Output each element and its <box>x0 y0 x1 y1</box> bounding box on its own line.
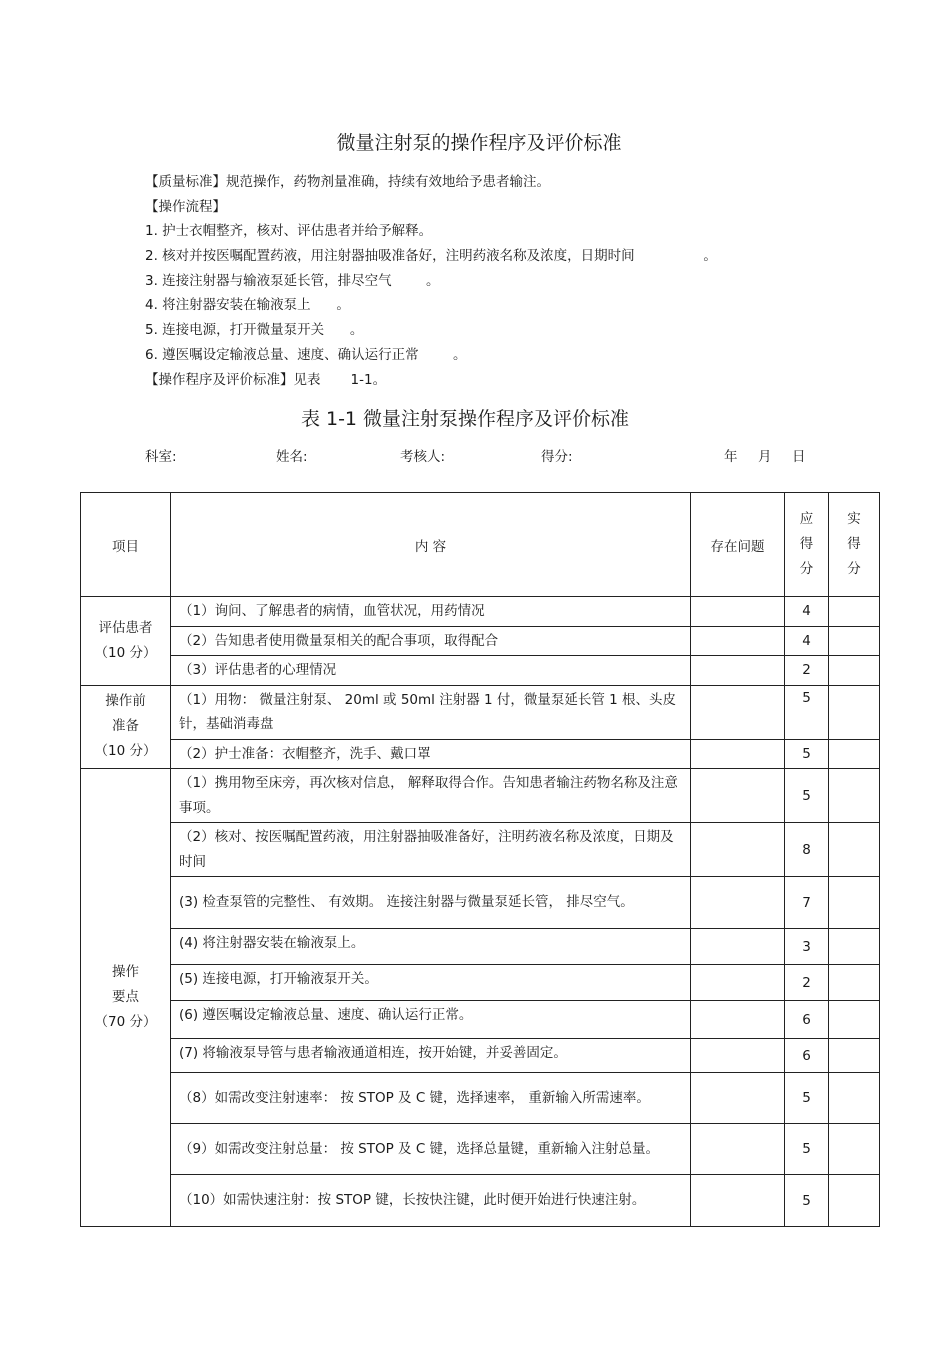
row-content: (4) 将注射器安装在输液泵上。 <box>171 929 691 965</box>
row-actual <box>829 965 880 1001</box>
row-content: （8）如需改变注射速率： 按 STOP 及 C 键，选择速率， 重新输入所需速率。 <box>171 1073 691 1124</box>
row-problem <box>691 1175 785 1227</box>
row-problem <box>691 929 785 965</box>
step-2: 2. 核对并按医嘱配置药液，用注射器抽吸准备好，注明药液名称及浓度，日期时间 。 <box>145 248 717 265</box>
row-problem <box>691 1073 785 1124</box>
dept-label: 科室: <box>145 449 177 465</box>
row-score: 5 <box>785 1124 829 1175</box>
group-label-preparation: 操作前 准备 （10 分） <box>81 685 171 769</box>
row-content: （1）携用物至床旁，再次核对信息， 解释取得合作。告知患者输注药物名称及注意事项。 <box>171 769 691 823</box>
row-content: （10）如需快速注射：按 STOP 键，长按快注键，此时便开始进行快速注射。 <box>171 1175 691 1227</box>
row-problem <box>691 685 785 739</box>
document-title: 微量注射泵的操作程序及评价标准 <box>336 132 622 154</box>
table-row <box>81 626 880 656</box>
row-actual <box>829 626 880 656</box>
row-problem <box>691 1001 785 1039</box>
row-content: （2）告知患者使用微量泵相关的配合事项，取得配合 <box>171 626 691 656</box>
step-5: 5. 连接电源，打开微量泵开关 。 <box>145 322 364 339</box>
row-actual <box>829 739 880 769</box>
table-row <box>81 1175 880 1227</box>
row-score: 5 <box>785 739 829 769</box>
intro-section <box>145 170 717 392</box>
row-actual <box>829 1073 880 1124</box>
row-actual <box>829 769 880 823</box>
row-actual <box>829 656 880 686</box>
header-due-score: 应 得 分 <box>785 493 829 597</box>
row-score: 5 <box>785 769 829 823</box>
group-label-assessment: 评估患者 （10 分） <box>81 597 171 686</box>
row-content: (7) 将输液泵导管与患者输液通道相连，按开始键，并妥善固定。 <box>171 1039 691 1073</box>
row-score: 7 <box>785 877 829 929</box>
row-actual <box>829 877 880 929</box>
step-3: 3. 连接注射器与输液泵延长管，排尽空气 。 <box>145 272 440 289</box>
row-content: (6) 遵医嘱设定输液总量、速度、确认运行正常。 <box>171 1001 691 1039</box>
row-problem <box>691 1039 785 1073</box>
row-actual <box>829 597 880 627</box>
row-problem <box>691 1124 785 1175</box>
row-content: (3) 检查泵管的完整性、 有效期。 连接注射器与微量泵延长管， 排尽空气。 <box>171 877 691 929</box>
table-row <box>81 1039 880 1073</box>
row-score: 2 <box>785 656 829 686</box>
table-row <box>81 685 880 739</box>
table-row <box>81 769 880 823</box>
table-row <box>81 597 880 627</box>
row-score: 6 <box>785 1039 829 1073</box>
table-row <box>81 965 880 1001</box>
row-score: 8 <box>785 823 829 877</box>
step-1: 1. 护士衣帽整齐，核对、评估患者并给予解释。 <box>145 223 433 240</box>
table-row <box>81 1001 880 1039</box>
table-row <box>81 656 880 686</box>
header-actual-score: 实 得 分 <box>829 493 880 597</box>
row-score: 5 <box>785 1073 829 1124</box>
header-content: 内 容 <box>171 493 691 597</box>
row-actual <box>829 1124 880 1175</box>
step-6: 6. 遵医嘱设定输液总量、速度、确认运行正常 。 <box>145 346 467 363</box>
table-row <box>81 877 880 929</box>
row-content: （2）核对、按医嘱配置药液，用注射器抽吸准备好，注明药液名称及浓度，日期及时间 <box>171 823 691 877</box>
header-item: 项目 <box>81 493 171 597</box>
row-content: （2）护士准备：衣帽整齐，洗手、戴口罩 <box>171 739 691 769</box>
row-actual <box>829 1039 880 1073</box>
table-header-row <box>81 493 880 597</box>
day-label: 日 <box>792 449 806 465</box>
row-content: (5) 连接电源，打开输液泵开关。 <box>171 965 691 1001</box>
row-problem <box>691 877 785 929</box>
row-score: 3 <box>785 929 829 965</box>
row-score: 6 <box>785 1001 829 1039</box>
row-score: 4 <box>785 626 829 656</box>
name-label: 姓名: <box>276 449 308 465</box>
row-actual <box>829 823 880 877</box>
table-row <box>81 929 880 965</box>
row-score: 5 <box>785 1175 829 1227</box>
row-score: 2 <box>785 965 829 1001</box>
group-label-key-steps: 操作 要点 （70 分） <box>81 769 171 1227</box>
row-actual <box>829 929 880 965</box>
row-score: 4 <box>785 597 829 627</box>
row-problem <box>691 823 785 877</box>
row-actual <box>829 1175 880 1227</box>
row-content: （9）如需改变注射总量： 按 STOP 及 C 键，选择总量键，重新输入注射总量。 <box>171 1124 691 1175</box>
table-row <box>81 1073 880 1124</box>
row-actual <box>829 1001 880 1039</box>
table-reference: 【操作程序及评价标准】见表 1-1。 <box>145 371 387 388</box>
row-content: （1）用物： 微量注射泵、 20ml 或 50ml 注射器 1 付，微量泵延长管 1 根、头皮针，基础消毒盘 <box>171 685 691 739</box>
row-problem <box>691 769 785 823</box>
table-row <box>81 739 880 769</box>
row-problem <box>691 597 785 627</box>
year-label: 年 <box>724 449 738 465</box>
table-row <box>81 1124 880 1175</box>
row-problem <box>691 656 785 686</box>
row-problem <box>691 965 785 1001</box>
month-label: 月 <box>758 449 772 465</box>
step-4: 4. 将注射器安装在输液泵上 。 <box>145 297 350 314</box>
evaluation-table <box>80 492 880 1227</box>
examiner-label: 考核人: <box>400 449 446 465</box>
row-score: 5 <box>785 685 829 739</box>
row-actual <box>829 685 880 739</box>
table-title: 表 1-1 微量注射泵操作程序及评价标准 <box>300 408 630 430</box>
row-problem <box>691 626 785 656</box>
row-content: （3）评估患者的心理情况 <box>171 656 691 686</box>
score-label: 得分: <box>541 449 573 465</box>
row-content: （1）询问、了解患者的病情，血管状况，用药情况 <box>171 597 691 627</box>
table-row <box>81 823 880 877</box>
procedure-heading: 【操作流程】 <box>145 198 226 215</box>
quality-standard: 【质量标准】规范操作，药物剂量准确，持续有效地给予患者输注。 <box>145 174 550 190</box>
row-problem <box>691 739 785 769</box>
header-problem: 存在问题 <box>691 493 785 597</box>
